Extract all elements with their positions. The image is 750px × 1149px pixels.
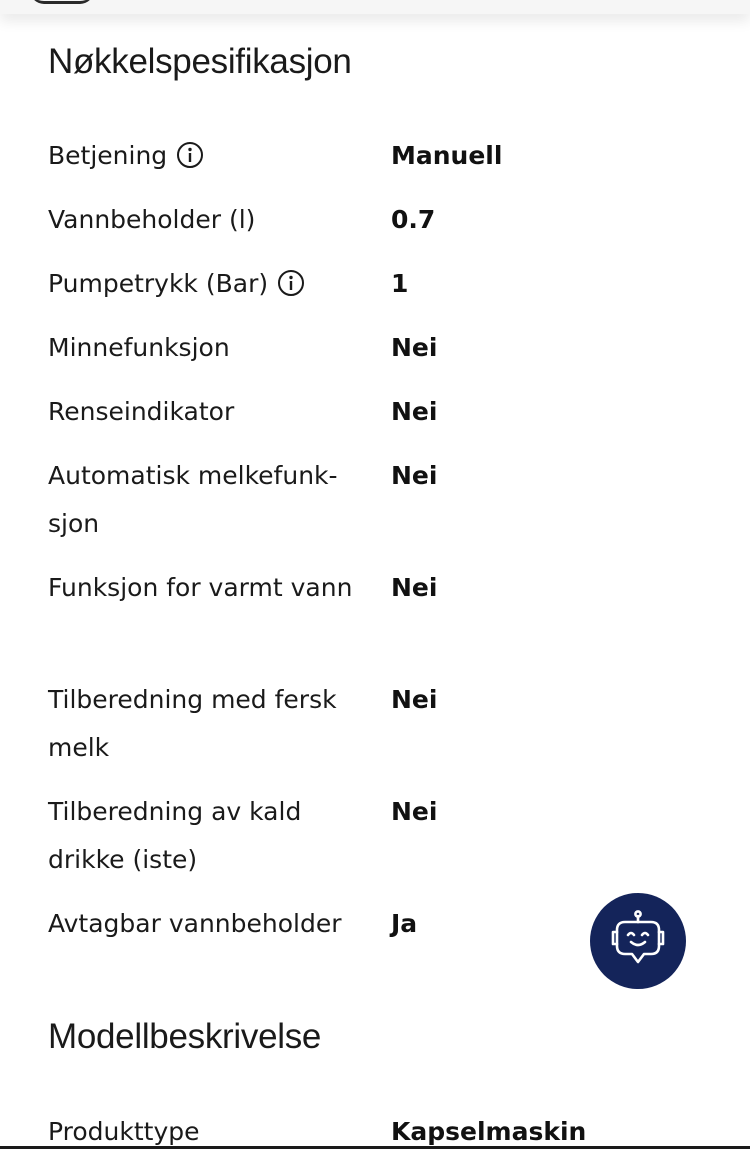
spec-label: Tilberedning av kald drikke (iste)	[48, 797, 302, 874]
spec-label: Betjening	[48, 132, 366, 180]
spec-value: Nei	[391, 397, 438, 426]
info-icon[interactable]	[176, 141, 204, 169]
top-bar	[0, 0, 750, 14]
spec-value: Kapselmaskin	[391, 1117, 587, 1146]
spec-label: Avtagbar vannbeholder	[48, 909, 342, 938]
spec-label: Tilberedning med fersk melk	[48, 685, 337, 762]
spec-label: Minnefunksjon	[48, 333, 230, 362]
spec-label: Vannbeholder (l)	[48, 205, 256, 234]
spec-label: Funksjon for varmt vann	[48, 573, 353, 602]
spec-value: Nei	[391, 573, 438, 602]
spec-value: Nei	[391, 461, 438, 490]
spec-label: Renseindikator	[48, 397, 235, 426]
model-description-title: Modellbeskrivelse	[48, 1017, 322, 1056]
spec-value: Nei	[391, 333, 438, 362]
spec-value: Manuell	[391, 141, 503, 170]
top-bar-logo-edge	[30, 0, 94, 4]
spec-value: Ja	[391, 909, 418, 938]
spec-label: Pumpetrykk (Bar)	[48, 260, 366, 308]
assistant-chat-button[interactable]	[590, 893, 686, 989]
spec-value: Nei	[391, 797, 438, 826]
spec-value: Nei	[391, 685, 438, 714]
spec-value: 1	[391, 269, 409, 298]
robot-assistant-icon	[603, 906, 673, 976]
spec-label: Produkttype	[48, 1117, 200, 1146]
spec-label: Automatisk melkefunk-sjon	[48, 461, 338, 538]
spec-value: 0.7	[391, 205, 436, 234]
info-icon[interactable]	[277, 269, 305, 297]
key-spec-title: Nøkkelspesifikasjon	[48, 42, 352, 81]
